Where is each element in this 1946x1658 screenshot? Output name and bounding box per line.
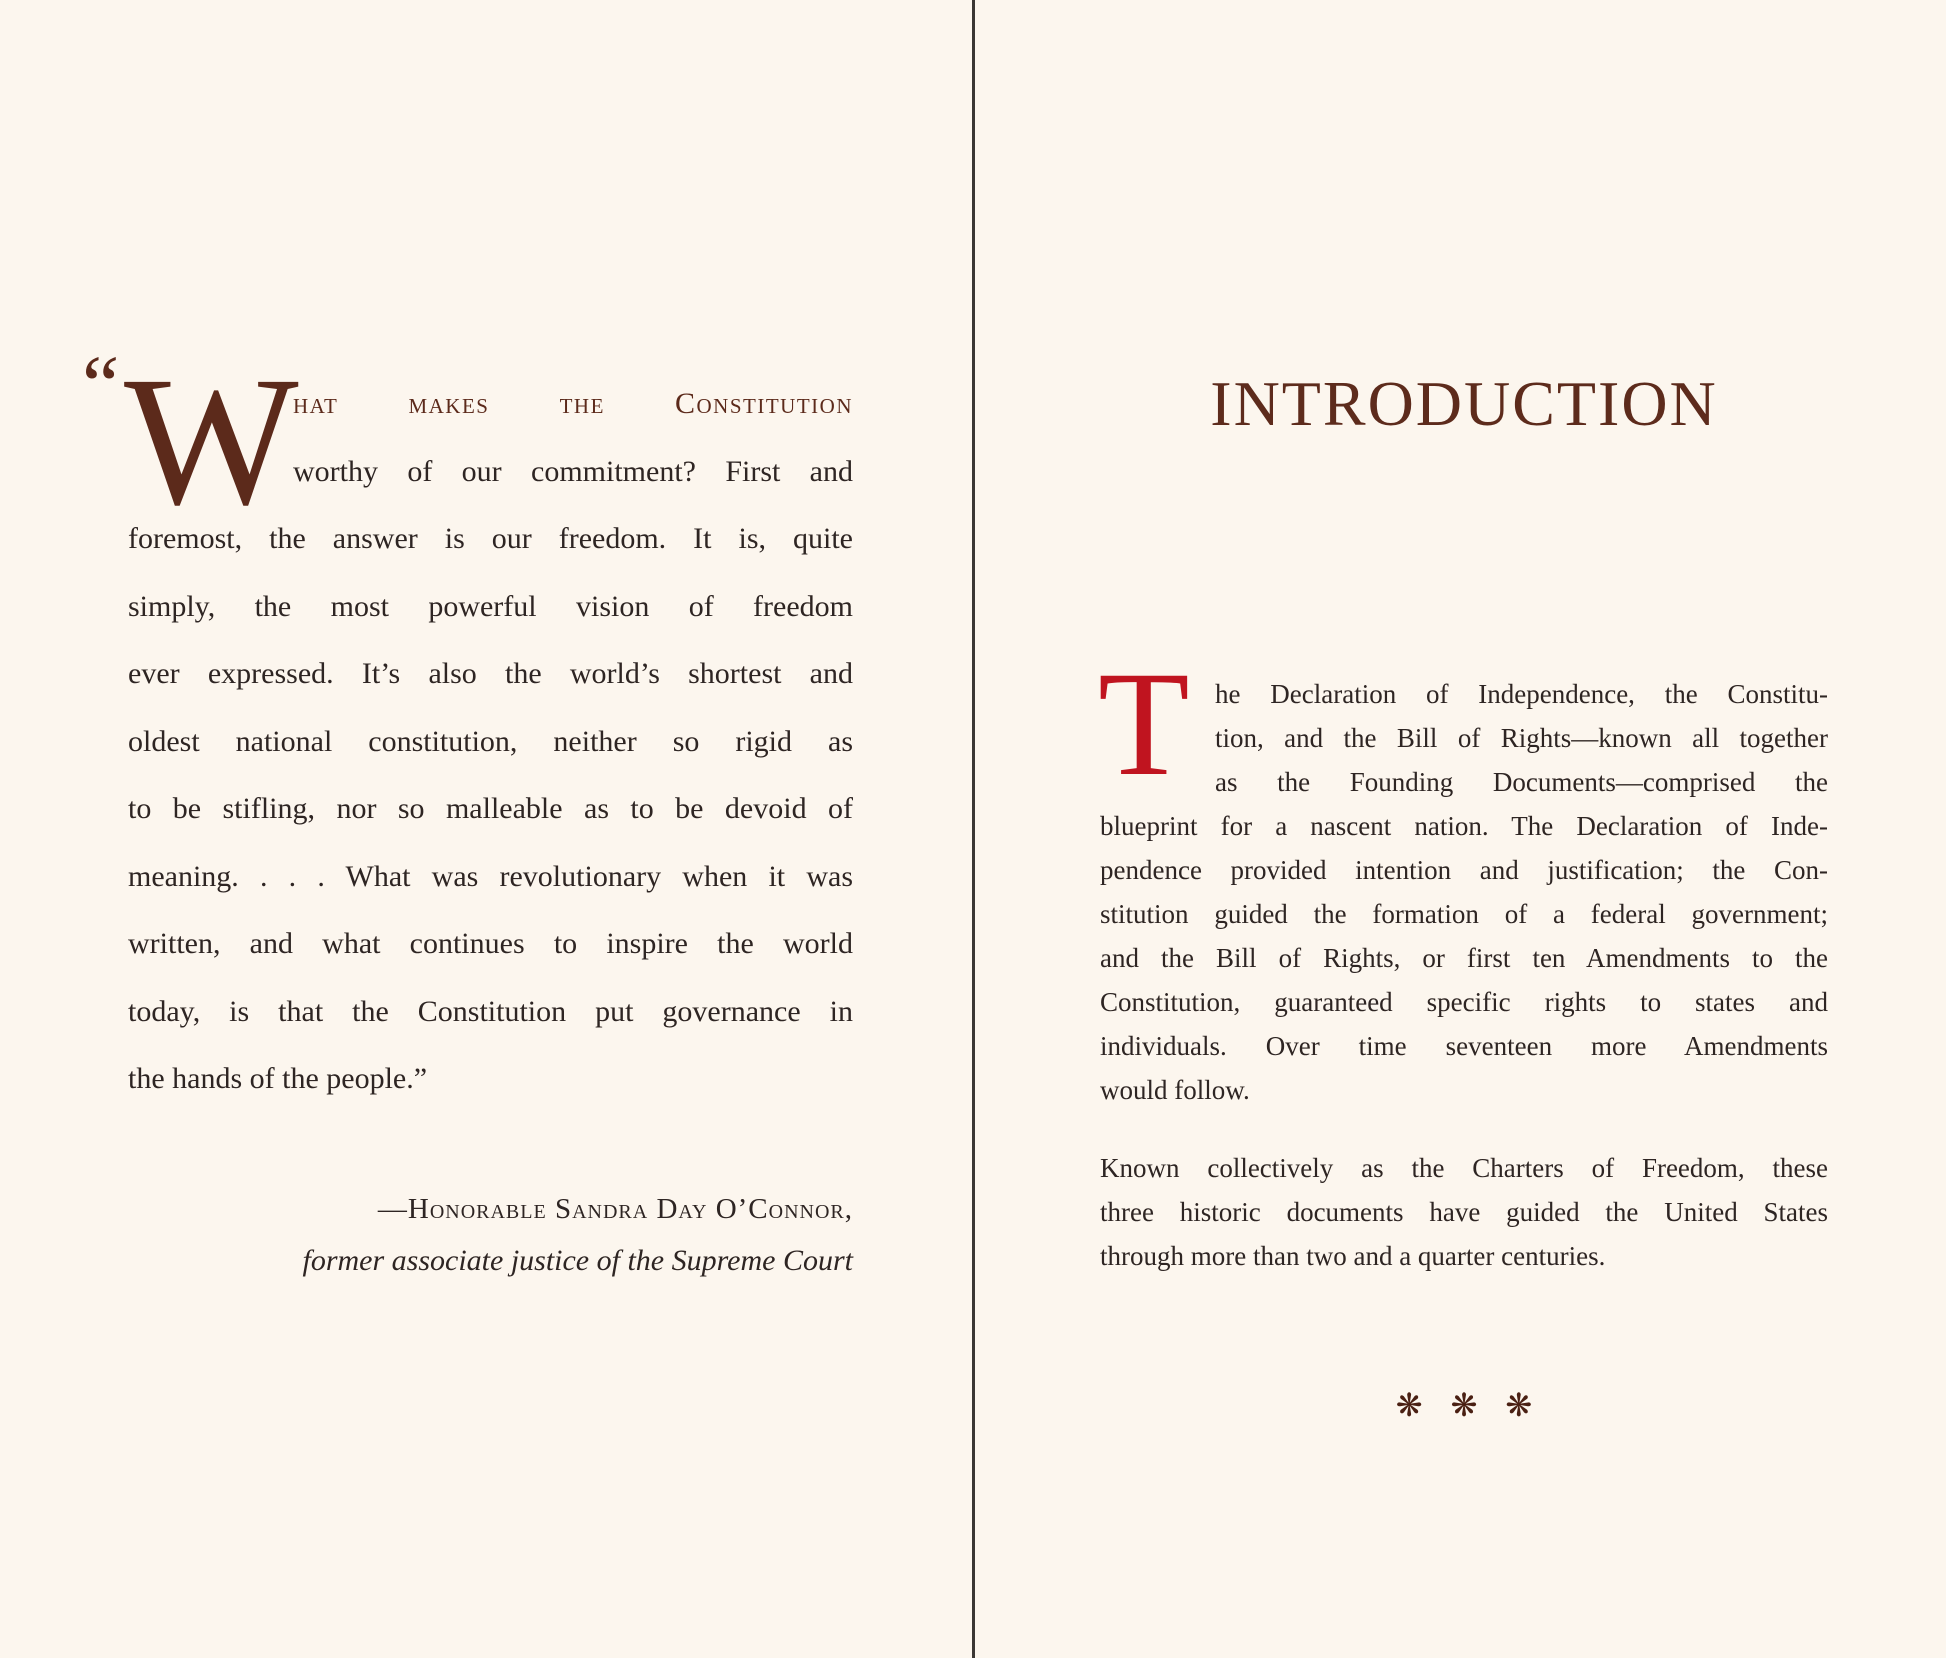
body-line: blueprint for a nascent nation. The Declaration of Inde- <box>1100 811 1828 841</box>
body-line: tion, and the Bill of Rights—known all together <box>1215 723 1828 753</box>
body-line: Constitution, guaranteed specific rights to states and <box>1100 987 1828 1017</box>
section-break-ornaments <box>1100 1382 1828 1428</box>
flower-asterisk-icon: ❋ <box>1505 1386 1533 1424</box>
opening-quote-mark: “ <box>82 339 120 432</box>
body-line: as the Founding Documents—comprised the <box>1215 767 1828 797</box>
flower-asterisk-icon: ❋ <box>1450 1386 1478 1424</box>
pull-quote <box>82 339 853 1113</box>
intro-paragraph-2 <box>1100 1146 1828 1278</box>
quote-line: today, is that the Constitution put governance in <box>128 994 853 1028</box>
body-line: three historic documents have guided the United States <box>1100 1197 1828 1227</box>
page-divider <box>972 0 975 1658</box>
quote-line: simply, the most powerful vision of freedom <box>128 589 853 623</box>
quote-line: worthy of our commitment? First and <box>293 454 853 488</box>
body-line: Known collectively as the Charters of Freedom, these <box>1100 1153 1828 1183</box>
quote-line: the hands of the people.” <box>128 1062 428 1095</box>
body-line: through more than two and a quarter centuries. <box>1100 1241 1606 1271</box>
quote-line: oldest national constitution, neither so rigid as <box>128 724 853 758</box>
attribution-title: former associate justice of the Supreme Court <box>302 1244 853 1277</box>
quote-line: foremost, the answer is our freedom. It is, quite <box>128 522 853 555</box>
body-line: he Declaration of Independence, the Constitu- <box>1215 679 1828 709</box>
quote-line: hat makes the Constitution <box>293 387 853 420</box>
body-line: pendence provided intention and justification; the Con- <box>1100 855 1828 885</box>
flower-asterisk-icon: ❋ <box>1395 1386 1423 1424</box>
quote-line: ever expressed. It’s also the world’s shortest and <box>128 657 853 690</box>
quote-line: meaning. . . . What was revolutionary when it was <box>128 859 853 893</box>
quote-line: to be stifling, nor so malleable as to be devoid of <box>128 792 853 825</box>
drop-cap-t: T <box>1098 641 1190 807</box>
attribution-name: —Honorable Sandra Day O’Connor, <box>377 1193 853 1225</box>
intro-paragraph-1 <box>1098 641 1828 1112</box>
body-line: individuals. Over time seventeen more Amendments <box>1100 1031 1828 1061</box>
body-line: and the Bill of Rights, or first ten Amendments to the <box>1100 943 1828 973</box>
drop-cap-w: W <box>124 339 299 544</box>
body-line: stitution guided the formation of a federal government; <box>1100 899 1828 929</box>
quote-line: written, and what continues to inspire the world <box>128 927 853 960</box>
chapter-heading: INTRODUCTION <box>1210 368 1718 439</box>
body-line: would follow. <box>1100 1075 1250 1105</box>
